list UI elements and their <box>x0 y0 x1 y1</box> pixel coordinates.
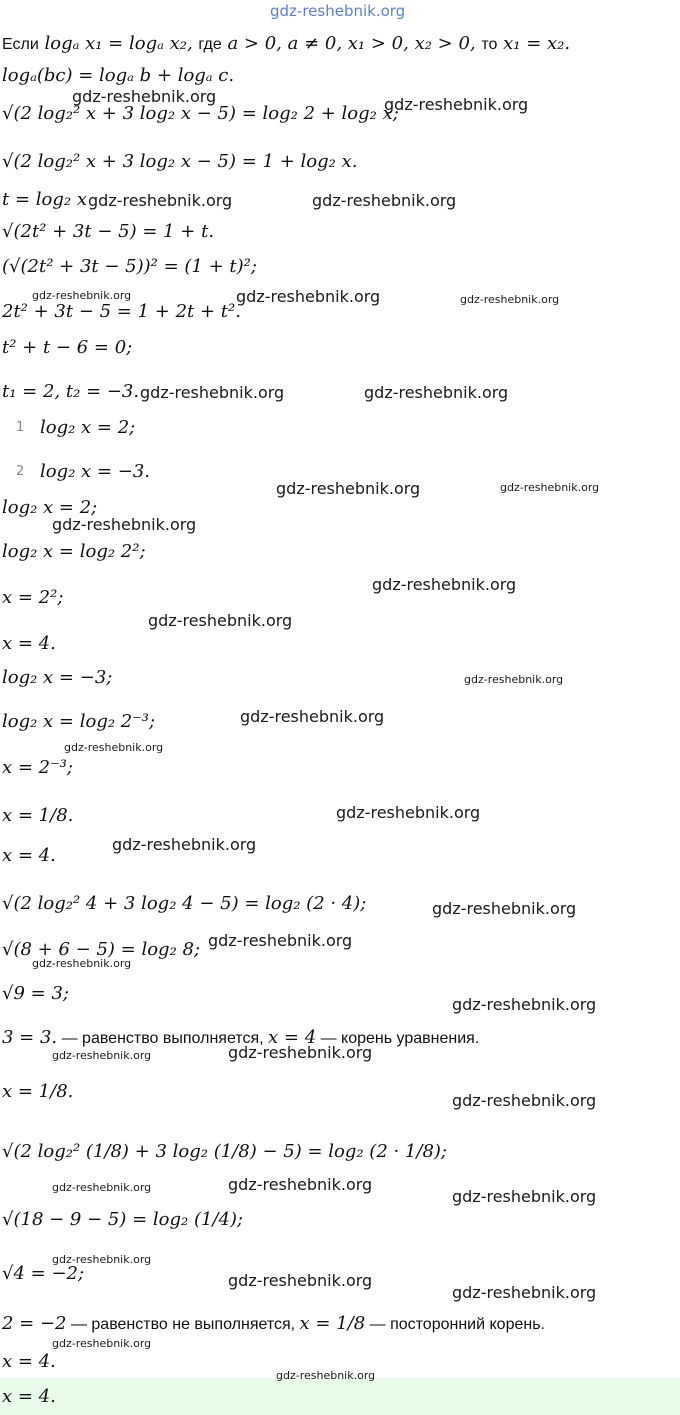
rule-line: logₐ(bc) = logₐ b + logₐ c. <box>2 65 235 86</box>
watermark: gdz-reshebnik.org <box>112 835 257 854</box>
watermark: gdz-reshebnik.org <box>32 957 132 970</box>
site-header-watermark: gdz-reshebnik.org <box>270 2 406 20</box>
rule-line: Если logₐ x₁ = logₐ x₂, где a > 0, a ≠ 0, x₁ > 0, x₂ > 0, то x₁ = x₂. <box>2 33 571 54</box>
watermark: gdz-reshebnik.org <box>88 191 233 210</box>
watermark: gdz-reshebnik.org <box>364 383 509 402</box>
equation-line: log₂ x = 2; <box>2 497 98 518</box>
watermark: gdz-reshebnik.org <box>432 899 577 918</box>
watermark: gdz-reshebnik.org <box>464 673 564 686</box>
check-line: 3 = 3. — равенство выполняется, x = 4 — корень уравнения. <box>2 1027 480 1048</box>
equation-line: x = 2²; <box>2 587 64 608</box>
final-answer: x = 4. <box>2 1386 56 1407</box>
equation-line: log₂ x = log₂ 2²; <box>2 541 146 562</box>
equation-line: √9 = 3; <box>2 983 69 1004</box>
watermark: gdz-reshebnik.org <box>312 191 457 210</box>
watermark: gdz-reshebnik.org <box>228 1271 373 1290</box>
watermark: gdz-reshebnik.org <box>452 995 597 1014</box>
equation-line: log₂ x = log₂ 2⁻³; <box>2 711 156 732</box>
watermark: gdz-reshebnik.org <box>228 1175 373 1194</box>
equation-line: x = 1/8. <box>2 1081 74 1102</box>
list-number: 2 <box>16 464 25 479</box>
equation-line: √(18 − 9 − 5) = log₂ (1/4); <box>2 1209 244 1230</box>
watermark: gdz-reshebnik.org <box>452 1187 597 1206</box>
equation-line: √(2t² + 3t − 5) = 1 + t. <box>2 221 215 242</box>
equation-line: t² + t − 6 = 0; <box>2 337 133 358</box>
watermark: gdz-reshebnik.org <box>460 293 560 306</box>
equation-line: log₂ x = −3; <box>2 667 113 688</box>
watermark: gdz-reshebnik.org <box>236 287 381 306</box>
watermark: gdz-reshebnik.org <box>52 1181 152 1194</box>
equation-line: x = 4. <box>2 1351 56 1372</box>
equation-line: 2t² + 3t − 5 = 1 + 2t + t². <box>2 301 241 322</box>
watermark: gdz-reshebnik.org <box>32 289 132 302</box>
list-number: 1 <box>16 420 25 435</box>
watermark: gdz-reshebnik.org <box>336 803 481 822</box>
watermark: gdz-reshebnik.org <box>276 479 421 498</box>
watermark: gdz-reshebnik.org <box>52 1337 152 1350</box>
watermark: gdz-reshebnik.org <box>208 931 353 950</box>
equation-line: √(8 + 6 − 5) = log₂ 8; <box>2 939 201 960</box>
equation-line: √(2 log₂² 4 + 3 log₂ 4 − 5) = log₂ (2 · 4); <box>2 893 367 914</box>
equation-line: t₁ = 2, t₂ = −3. <box>2 381 140 402</box>
watermark: gdz-reshebnik.org <box>452 1091 597 1110</box>
list-item: log₂ x = −3. <box>40 461 150 482</box>
watermark: gdz-reshebnik.org <box>384 95 529 114</box>
equation-line: √(2 log₂² (1/8) + 3 log₂ (1/8) − 5) = log₂ (2 · 1/8); <box>2 1141 447 1162</box>
watermark: gdz-reshebnik.org <box>64 741 164 754</box>
watermark: gdz-reshebnik.org <box>52 1253 152 1266</box>
final-answer-highlight <box>0 1378 680 1415</box>
equation-line: √(2 log₂² x + 3 log₂ x − 5) = 1 + log₂ x. <box>2 151 358 172</box>
list-item: log₂ x = 2; <box>40 417 136 438</box>
watermark: gdz-reshebnik.org <box>140 383 285 402</box>
equation-line: x = 4. <box>2 633 56 654</box>
equation-line: x = 1/8. <box>2 805 74 826</box>
watermark: gdz-reshebnik.org <box>148 611 293 630</box>
watermark: gdz-reshebnik.org <box>240 707 385 726</box>
watermark: gdz-reshebnik.org <box>452 1283 597 1302</box>
equation-line: x = 2⁻³; <box>2 757 73 778</box>
watermark: gdz-reshebnik.org <box>52 1049 152 1062</box>
watermark: gdz-reshebnik.org <box>500 481 600 494</box>
equation-line: t = log₂ x <box>2 189 87 210</box>
watermark: gdz-reshebnik.org <box>372 575 517 594</box>
equation-line: √4 = −2; <box>2 1263 85 1284</box>
watermark: gdz-reshebnik.org <box>52 515 197 534</box>
watermark: gdz-reshebnik.org <box>276 1369 376 1382</box>
equation-line: √(2 log₂² x + 3 log₂ x − 5) = log₂ 2 + log₂ x; <box>2 103 399 124</box>
equation-line: x = 4. <box>2 845 56 866</box>
check-line: 2 = −2 — равенство не выполняется, x = 1/8 — посторонний корень. <box>2 1313 545 1334</box>
watermark: gdz-reshebnik.org <box>228 1043 373 1062</box>
watermark: gdz-reshebnik.org <box>72 87 217 106</box>
equation-line: (√(2t² + 3t − 5))² = (1 + t)²; <box>2 256 257 277</box>
